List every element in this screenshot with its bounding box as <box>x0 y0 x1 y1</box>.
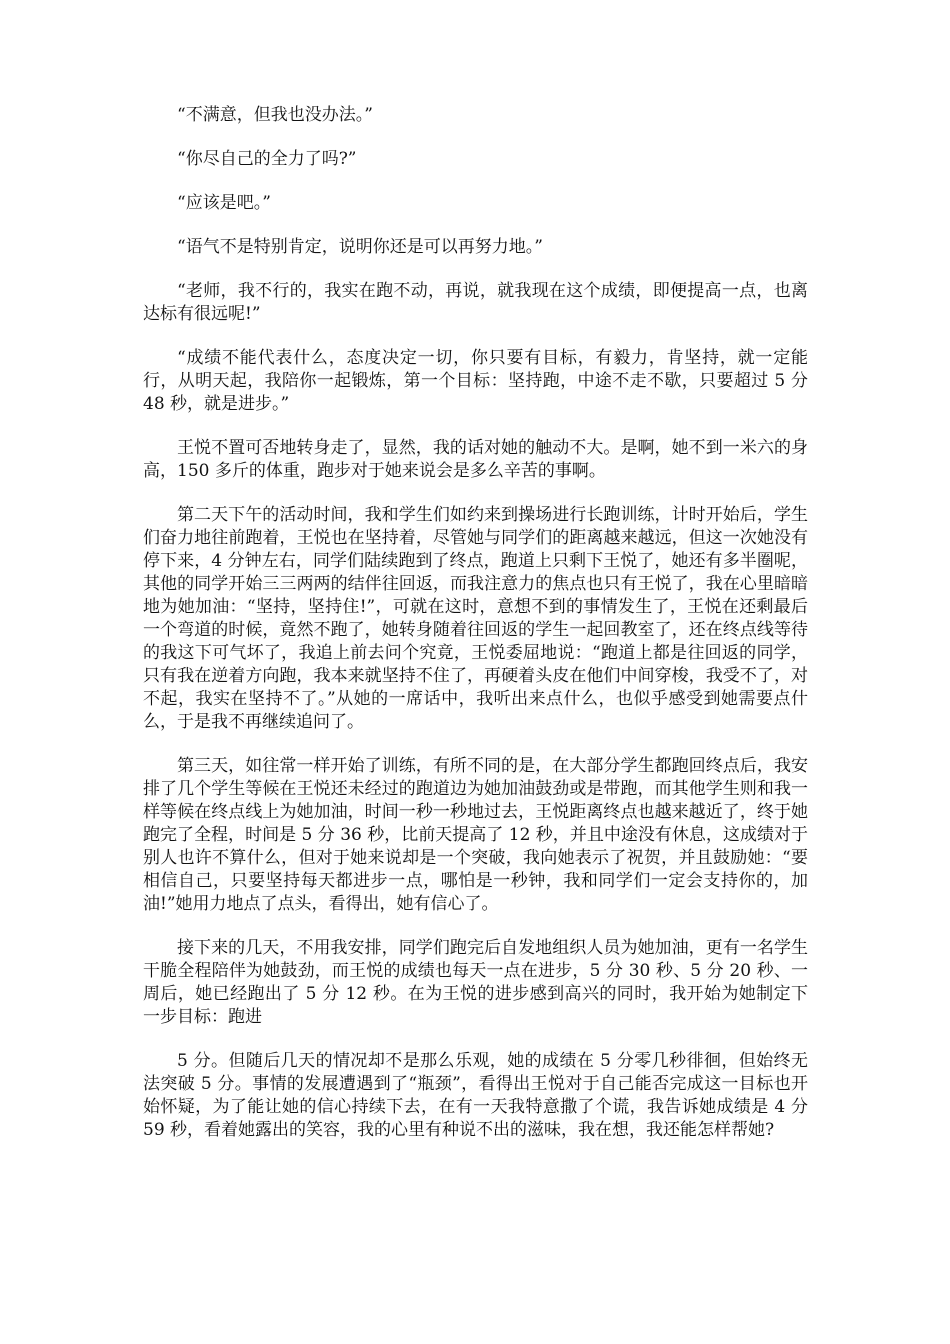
paragraph: “成绩不能代表什么，态度决定一切，你只要有目标，有毅力，肯坚持，就一定能行，从明天起，我陪你一起锻炼，第一个目标：坚持跑，中途不走不歇，只要超过 5 分 48 秒，就是进步。” <box>143 348 808 414</box>
document-body <box>143 104 808 1163</box>
paragraph: “老师，我不行的，我实在跑不动，再说，就我现在这个成绩，即便提高一点，也离达标有很远呢!” <box>143 281 808 324</box>
paragraph: 5 分。但随后几天的情况却不是那么乐观，她的成绩在 5 分零几秒徘徊，但始终无法突破 5 分。事情的发展遭遇到了“瓶颈”，看得出王悦对于自己能否完成这一目标也开始怀疑，为了能让她的信心持续下去，在有一天我特意撒了个谎，我告诉她成绩是 4 分 59 秒，看着她露出的笑容，我的心里有种说不出的滋味，我在想，我还能怎样帮她? <box>143 1051 808 1140</box>
paragraph: “不满意，但我也没办法。” <box>177 105 373 125</box>
paragraph: 接下来的几天，不用我安排，同学们跑完后自发地组织人员为她加油，更有一名学生干脆全程陪伴为她鼓劲，而王悦的成绩也每天一点在进步，5 分 30 秒、5 分 20 秒、一周后，她已经跑出了 5 分 12 秒。在为王悦的进步感到高兴的同时，我开始为她制定下一步目标：跑进 <box>143 938 808 1027</box>
paragraph: “语气不是特别肯定，说明你还是可以再努力地。” <box>177 237 543 257</box>
paragraph: “应该是吧。” <box>177 193 271 213</box>
paragraph: 王悦不置可否地转身走了，显然，我的话对她的触动不大。是啊，她不到一米六的身高，150 多斤的体重，跑步对于她来说会是多么辛苦的事啊。 <box>143 438 808 481</box>
paragraph: 第二天下午的活动时间，我和学生们如约来到操场进行长跑训练，计时开始后，学生们奋力地往前跑着，王悦也在坚持着，尽管她与同学们的距离越来越远，但这一次她没有停下来，4 分钟左右，同学们陆续跑到了终点，跑道上只剩下王悦了，她还有多半圈呢，其他的同学开始三三两两的结伴往回返，而我注意力的焦点也只有王悦了，我在心里暗暗地为她加油：“坚持，坚持住!”，可就在这时，意想不到的事情发生了，王悦在还剩最后一个弯道的时候，竟然不跑了，她转身随着往回返的学生一起回教室了，还在终点线等待的我这下可气坏了，我追上前去问个究竟，王悦委屈地说：“跑道上都是往回返的同学，只有我在逆着方向跑，我本来就坚持不住了，再硬着头皮在他们中间穿梭，我受不了，对不起，我实在坚持不了。”从她的一席话中，我听出来点什么，也似乎感受到她需要点什么，于是我不再继续追问了。 <box>143 505 808 732</box>
paragraph: “你尽自己的全力了吗?” <box>177 149 357 169</box>
paragraph: 第三天，如往常一样开始了训练，有所不同的是，在大部分学生都跑回终点后，我安排了几个学生等候在王悦还未经过的跑道边为她加油鼓劲或是带跑，而其他学生则和我一样等候在终点线上为她加油，时间一秒一秒地过去，王悦距离终点也越来越近了，终于她跑完了全程，时间是 5 分 36 秒，比前天提高了 12 秒，并且中途没有休息，这成绩对于别人也许不算什么，但对于她来说却是一个突破，我向她表示了祝贺，并且鼓励她：“要相信自己，只要坚持每天都进步一点，哪怕是一秒钟，我和同学们一定会支持你的，加油!”她用力地点了点头，看得出，她有信心了。 <box>143 756 808 914</box>
